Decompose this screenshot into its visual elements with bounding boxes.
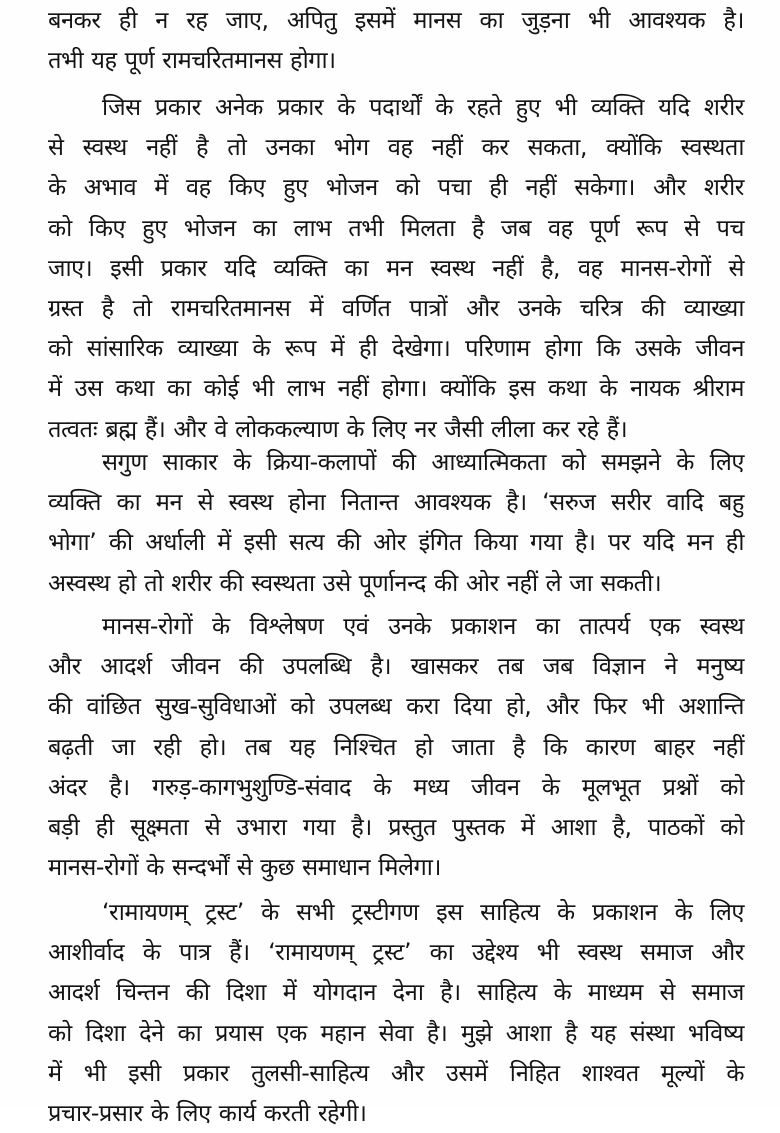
text-line: की वांछित सुख-सुविधाओं को उपलब्ध करा दिया हो, और फिर भी अशान्ति (48, 692, 744, 721)
text-line: में उस कथा का कोई भी लाभ नहीं होगा। क्योंकि इस कथा के नायक श्रीराम (48, 374, 744, 403)
text-line: के अभाव में वह किए हुए भोजन को पचा ही नहीं सकेगा। और शरीर (48, 173, 744, 202)
text-line: बनकर ही न रह जाए, अपितु इसमें मानस का जुड़ना भी आवश्यक है। (48, 6, 744, 34)
text-line: को सांसारिक व्याख्या के रूप में ही देखेगा। परिणाम होगा कि उसके जीवन (48, 334, 744, 363)
text-line: आदर्श चिन्तन की दिशा में योगदान देना है। साहित्य के माध्यम से समाज (48, 978, 744, 1007)
text-line: ग्रस्त है तो रामचरितमानस में वर्णित पात्रों और उनके चरित्र की व्याख्या (48, 293, 744, 322)
text-line: बड़ी ही सूक्ष्मता से उभारा गया है। प्रस्तुत पुस्तक में आशा है, पाठकों को (48, 812, 744, 841)
paragraph-health-analogy (48, 87, 744, 449)
text-line: तभी यह पूर्ण रामचरितमानस होगा। (48, 46, 336, 75)
text-line: अंदर है। गरुड़-कागभुशुण्डि-संवाद के मध्य जीवन के मूलभूत प्रश्नों को (48, 772, 744, 801)
text-line: तत्वतः ब्रह्म हैं। और वे लोककल्याण के लिए नर जैसी लीला कर रहे हैं। (48, 414, 628, 443)
text-line: व्यक्ति का मन से स्वस्थ होना नितान्त आवश्यक है। ‘सरुज सरीर वादि बहु (48, 488, 744, 517)
text-line: जाए। इसी प्रकार यदि व्यक्ति का मन स्वस्थ नहीं है, वह मानस-रोगों से (48, 253, 744, 282)
text-line: मानस-रोगों के सन्दर्भों से कुछ समाधान मिलेगा। (48, 853, 441, 882)
text-line: से स्वस्थ नहीं है तो उनका भोग वह नहीं कर सकता, क्योंकि स्वस्थता (48, 133, 744, 162)
text-line: ‘रामायणम् ट्रस्ट’ के सभी ट्रस्टीगण इस साहित्य के प्रकाशन के लिए (102, 898, 744, 926)
text-line: सगुण साकार के क्रिया-कलापों की आध्यात्मिकता को समझने के लिए (102, 448, 744, 476)
text-line: प्रचार-प्रसार के लिए कार्य करती रहेगी। (48, 1098, 367, 1127)
text-line: अस्वस्थ हो तो शरीर की स्वस्थता उसे पूर्णानन्द की ओर नहीं ले जा सकती। (48, 568, 662, 597)
paragraph-saguna-sakar (48, 442, 744, 603)
text-line: को दिशा देने का प्रयास एक महान सेवा है। मुझे आशा है यह संस्था भविष्य (48, 1018, 744, 1047)
text-line: मानस-रोगों के विश्लेषण एवं उनके प्रकाशन का तात्पर्य एक स्वस्थ (102, 612, 744, 640)
paragraph-continuation (48, 0, 744, 80)
text-line: और आदर्श जीवन की उपलब्धि है। खासकर तब जब विज्ञान ने मनुष्य (48, 652, 744, 681)
text-line: जिस प्रकार अनेक प्रकार के पदार्थों के रहते हुए भी व्यक्ति यदि शरीर (102, 93, 744, 121)
text-line: भोगा’ की अर्धाली में इसी सत्य की ओर इंगित किया गया है। पर यदि मन ही (48, 528, 744, 557)
text-line: आशीर्वाद के पात्र हैं। ‘रामायणम् ट्रस्ट’ का उद्देश्य भी स्वस्थ समाज और (48, 938, 744, 967)
text-line: में भी इसी प्रकार तुलसी-साहित्य और उसमें निहित शाश्वत मूल्यों के (48, 1058, 744, 1087)
paragraph-ramayanam-trust (48, 892, 744, 1133)
paragraph-manas-rog (48, 606, 744, 887)
text-line: बढ़ती जा रही हो। तब यह निश्चित हो जाता है कि कारण बाहर नहीं (48, 732, 744, 761)
text-line: को किए हुए भोजन का लाभ तभी मिलता है जब वह पूर्ण रूप से पच (48, 213, 744, 242)
